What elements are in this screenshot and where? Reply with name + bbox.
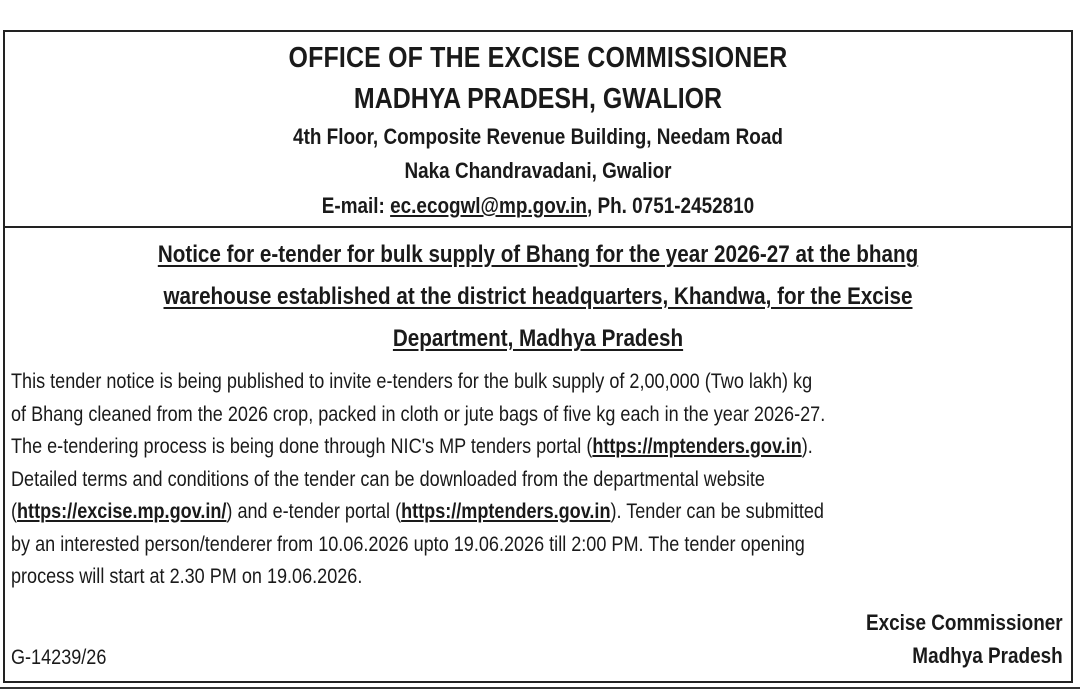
bottom-divider [0,687,1080,689]
office-title: OFFICE OF THE EXCISE COMMISSIONER [288,42,788,74]
contact-line [80,188,997,224]
reference-number: G-14239/26 [11,646,107,669]
signatory-title: Excise Commissioner [866,610,1063,635]
email-label: E-mail: [321,193,391,218]
body-line-6: by an interested person/tenderer from 10.06.2026 upto 19.06.2026 till 2:00 PM. The tender opening [11,532,805,556]
email-link[interactable]: ec.ecogwl@mp.gov.in [390,193,587,218]
body-line-7: process will start at 2.30 PM on 19.06.2026. [11,565,363,588]
signature-block [834,606,1063,672]
notice-subject [5,228,1071,360]
body-line-4: Detailed terms and conditions of the tender can be downloaded from the departmental website [11,467,765,491]
mptenders-link-2[interactable]: https://mptenders.gov.in [401,500,611,523]
office-header [5,32,1071,228]
body-line-1: This tender notice is being published to invite e-tenders for the bulk supply of 2,00,000 (Two lakh) kg [11,370,813,393]
notice-body [5,360,1071,594]
office-city: MADHYA PRADESH, GWALIOR [353,83,723,115]
body-line-3: The e-tendering process is being done through NIC's MP tenders portal (https://mptenders.gov.in). [11,435,813,458]
subject-line-3: Department, Madhya Pradesh [392,325,684,352]
address-line-2: Naka Chandravadani, Gwalior [404,158,672,183]
mptenders-link[interactable]: https://mptenders.gov.in [592,435,802,458]
body-line-2: of Bhang cleaned from the 2026 crop, packed in cloth or jute bags of five kg each in the year 2026-27. [11,402,826,426]
subject-line-1: Notice for e-tender for bulk supply of Bhang for the year 2026-27 at the bhang [157,241,919,268]
phone-number: , Ph. 0751-2452810 [586,193,755,218]
subject-line-2: warehouse established at the district headquarters, Khandwa, for the Excise [163,283,913,310]
signatory-state: Madhya Pradesh [912,643,1063,668]
tender-notice [3,30,1073,683]
address-line-1: 4th Floor, Composite Revenue Building, Needam Road [293,124,783,149]
excise-website-link[interactable]: https://excise.mp.gov.in/ [17,500,227,523]
body-line-5: (https://excise.mp.gov.in/) and e-tender portal (https://mptenders.gov.in). Tender can be submitted [11,500,824,523]
